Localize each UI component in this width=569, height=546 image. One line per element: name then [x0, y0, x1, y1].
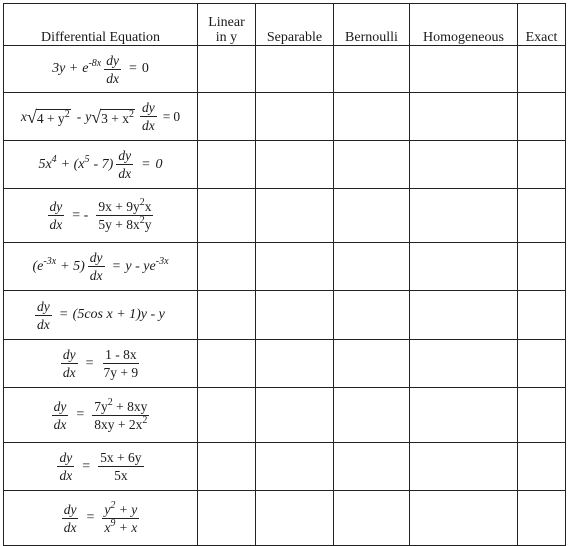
equation-7: $\frac{dy}{dx}$ = $\frac{1 - 8x}{7y + 9}$ — [62, 347, 139, 380]
cell-linear-10[interactable] — [198, 491, 256, 546]
header-differential-equation: Differential Equation — [4, 4, 198, 46]
cell-bernoulli-2[interactable] — [334, 93, 410, 141]
equation-cell-4 — [4, 189, 198, 243]
table-row — [4, 388, 566, 443]
header-exact: Exact — [518, 4, 566, 46]
table-row — [4, 291, 566, 340]
cell-homogeneous-4[interactable] — [410, 189, 518, 243]
cell-exact-10[interactable] — [518, 491, 566, 546]
cell-bernoulli-5[interactable] — [334, 243, 410, 291]
header-row — [4, 4, 566, 46]
cell-exact-8[interactable] — [518, 388, 566, 443]
cell-homogeneous-2[interactable] — [410, 93, 518, 141]
cell-bernoulli-10[interactable] — [334, 491, 410, 546]
cell-linear-2[interactable] — [198, 93, 256, 141]
cell-bernoulli-7[interactable] — [334, 340, 410, 388]
equation-2: x √ $4 + y^2$ - y √ $3 + x^2$ $\frac{dy}{dx}$ = 0 — [20, 100, 181, 133]
cell-linear-1[interactable] — [198, 46, 256, 93]
cell-homogeneous-8[interactable] — [410, 388, 518, 443]
cell-exact-5[interactable] — [518, 243, 566, 291]
cell-separable-8[interactable] — [256, 388, 334, 443]
cell-exact-7[interactable] — [518, 340, 566, 388]
cell-linear-5[interactable] — [198, 243, 256, 291]
cell-bernoulli-6[interactable] — [334, 291, 410, 340]
cell-linear-6[interactable] — [198, 291, 256, 340]
equation-cell-6 — [4, 291, 198, 340]
equation-cell-2 — [4, 93, 198, 141]
equation-cell-1 — [4, 46, 198, 93]
table-row — [4, 46, 566, 93]
equation-cell-3 — [4, 141, 198, 189]
equation-cell-7 — [4, 340, 198, 388]
cell-linear-7[interactable] — [198, 340, 256, 388]
cell-homogeneous-9[interactable] — [410, 443, 518, 491]
equation-cell-9 — [4, 443, 198, 491]
cell-separable-7[interactable] — [256, 340, 334, 388]
cell-separable-3[interactable] — [256, 141, 334, 189]
equation-9: $\frac{dy}{dx}$ = $\frac{5x + 6y}{5x}$ — [59, 450, 142, 483]
equation-10: $\frac{dy}{dx}$ = $\frac{y^2 + y}{x^9 + x}$ — [63, 499, 138, 535]
table-row — [4, 141, 566, 189]
equation-6: $\frac{dy}{dx}$ = (5cos x + 1)y - y — [37, 298, 165, 332]
header-bernoulli: Bernoulli — [334, 4, 410, 46]
cell-exact-6[interactable] — [518, 291, 566, 340]
cell-linear-8[interactable] — [198, 388, 256, 443]
table-row — [4, 189, 566, 243]
classification-table — [3, 3, 566, 546]
equation-8: $\frac{dy}{dx}$ = $\frac{7y^2 + 8xy}{8xy + 2x^2}$ — [53, 396, 148, 432]
header-separable: Separable — [256, 4, 334, 46]
cell-bernoulli-8[interactable] — [334, 388, 410, 443]
cell-separable-10[interactable] — [256, 491, 334, 546]
cell-exact-1[interactable] — [518, 46, 566, 93]
cell-exact-4[interactable] — [518, 189, 566, 243]
equation-cell-5 — [4, 243, 198, 291]
cell-bernoulli-9[interactable] — [334, 443, 410, 491]
cell-exact-9[interactable] — [518, 443, 566, 491]
cell-bernoulli-4[interactable] — [334, 189, 410, 243]
table-row — [4, 243, 566, 291]
header-homogeneous: Homogeneous — [410, 4, 518, 46]
equation-5: ($e^{-3x}$ + 5) $\frac{dy}{dx}$ = y - $ye^{-3x}$ — [32, 250, 169, 283]
cell-linear-4[interactable] — [198, 189, 256, 243]
cell-separable-6[interactable] — [256, 291, 334, 340]
cell-homogeneous-10[interactable] — [410, 491, 518, 546]
equation-4: $\frac{dy}{dx}$ = - $\frac{9x + 9y^2x}{5y + 8x^2y}$ — [49, 197, 152, 232]
equation-cell-10 — [4, 491, 198, 546]
cell-linear-9[interactable] — [198, 443, 256, 491]
header-linear-in-y: Linear in y — [198, 4, 256, 46]
cell-homogeneous-5[interactable] — [410, 243, 518, 291]
cell-homogeneous-6[interactable] — [410, 291, 518, 340]
cell-separable-4[interactable] — [256, 189, 334, 243]
equation-cell-8 — [4, 388, 198, 443]
cell-separable-1[interactable] — [256, 46, 334, 93]
table-row — [4, 443, 566, 491]
cell-homogeneous-7[interactable] — [410, 340, 518, 388]
equation-1: 3y + $e^{-8x}$ $\frac{dy}{dx}$ = 0 — [52, 52, 149, 86]
cell-homogeneous-1[interactable] — [410, 46, 518, 93]
cell-bernoulli-3[interactable] — [334, 141, 410, 189]
cell-bernoulli-1[interactable] — [334, 46, 410, 93]
table-row — [4, 491, 566, 546]
cell-separable-5[interactable] — [256, 243, 334, 291]
cell-exact-2[interactable] — [518, 93, 566, 141]
table-row — [4, 93, 566, 141]
cell-linear-3[interactable] — [198, 141, 256, 189]
cell-homogeneous-3[interactable] — [410, 141, 518, 189]
equation-3: $5x^4$ + ($x^5$ - 7) $\frac{dy}{dx}$ = 0 — [38, 148, 163, 181]
cell-exact-3[interactable] — [518, 141, 566, 189]
table-row — [4, 340, 566, 388]
cell-separable-9[interactable] — [256, 443, 334, 491]
cell-separable-2[interactable] — [256, 93, 334, 141]
